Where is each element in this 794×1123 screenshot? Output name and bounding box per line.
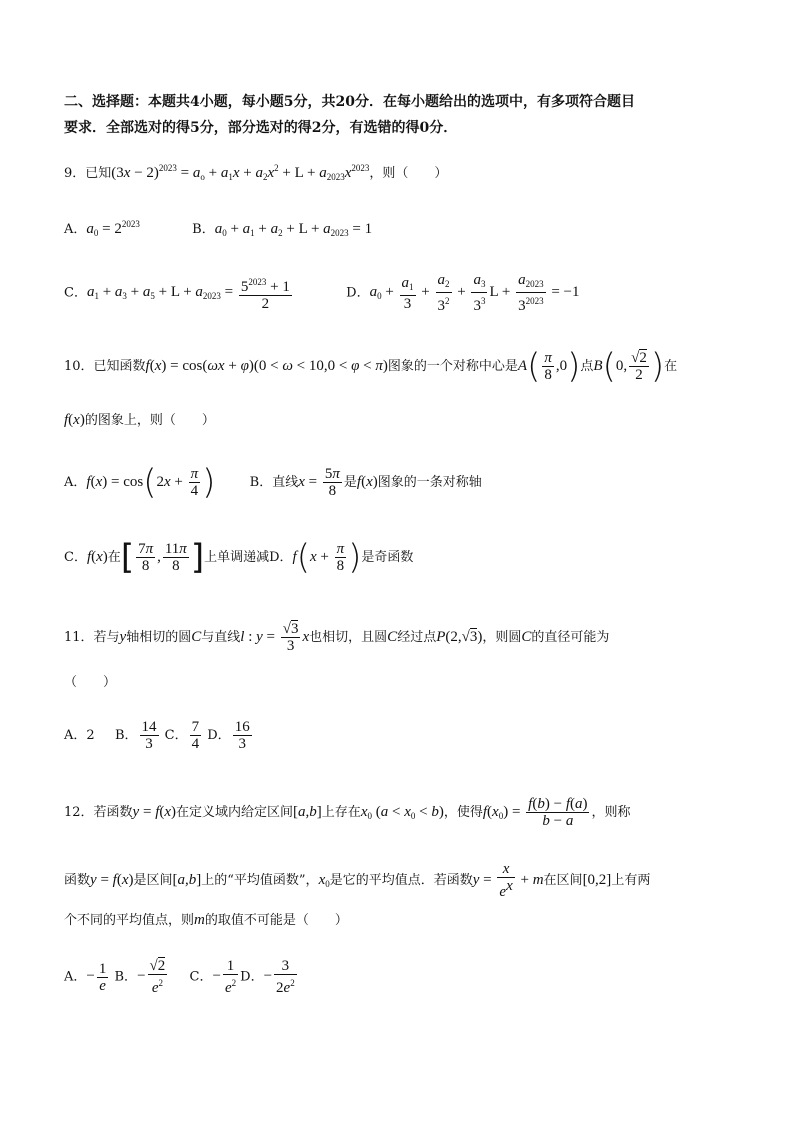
q12-options: A．− $\frac{1}{e}$ B．− $\frac{√2}{e^2}$ C．− $\frac{1}{e^2}$ D．− $\frac{3}{2e^2}$ xyxy=(64,958,295,996)
question-10: 10．已知函数f(x) = cos(ωx + φ)(0 < ω < 10,0 < φ < π)图象的一个对称中心是A( $\frac{\pi}{8}$ ,0)点B(0, $\frac{√2}{2}$ )在 xyxy=(64,346,678,387)
q10-text-1: 图象的一个对称中心是 xyxy=(387,358,518,374)
q12-text-10: 上有两 xyxy=(611,872,651,888)
section-heading-line1: 二、选择题：本题共4小题，每小题5分，共20分．在每小题给出的选项中，有多项符合题目 xyxy=(64,94,635,110)
q12-text-3: ，使得 xyxy=(443,804,483,820)
q12-option-d-label: D． xyxy=(240,969,264,985)
q11-text-6: 的直径可能为 xyxy=(531,629,610,645)
q12-option-a-label: A． xyxy=(64,969,87,985)
q10-options-cd: C．f(x)在[ $\frac{7\pi}{8}$ , $\frac{11\pi}{8}$ ]上单调递减D．f(x + $\frac{\pi}{8}$ )是奇函数 xyxy=(64,537,414,578)
q11-line-2: （ ） xyxy=(64,675,117,690)
q9-option-c-label: C． xyxy=(64,285,87,301)
q12-text-9: 在区间 xyxy=(543,872,583,888)
q12-text-1: 在定义域内给定区间 xyxy=(176,804,294,820)
q12-text-5: 函数 xyxy=(64,872,91,888)
q9-option-d-label: D． xyxy=(346,285,370,301)
q11-options: A．2 B． $\frac{14}{3}$ C． $\frac{7}{4}$ D． $\frac{16}{3}$ xyxy=(64,719,250,752)
q11-text-1: 轴相切的圆 xyxy=(126,629,192,645)
q10-options-ab: A．f(x) = cos(2x + $\frac{\pi}{4}$ ) B．直线x = $\frac{5\pi}{8}$ 是f(x)图象的一条对称轴 xyxy=(64,462,482,503)
q12-text-11: 个不同的平均值点，则 xyxy=(64,913,195,928)
q11-option-a: A．2 xyxy=(64,727,95,743)
q12-line-2: 函数y = f(x)是区间[a,b]上的“平均值函数”，$x_0$是它的平均值点．若函数y = $\frac{x}{e^x}$ + m在区间[0,2]上有两 xyxy=(64,861,651,900)
q11-option-d-label: D． xyxy=(207,727,231,743)
q9-options-cd: C．$a_1 + a_3 + a_5 + L + a_{2023}$ = $\frac{5^{2023} + 1}{2}$ D．$a_0$ + $\frac{a_1}{3}$ + $\frac{a_2}{3^2}$ + $\frac{a_3}{3^3}$ L + $\frac{a_{2023}}{3^{2023}}$ = −1 xyxy=(64,272,580,314)
q9-tail: ，则（ ） xyxy=(369,166,448,181)
q11-text-5: ，则圆 xyxy=(482,629,522,645)
question-11: 11．若与y轴相切的圆C与直线l : y = $\frac{√3}{3}$ x也相切，且圆C经过点P(2,√3)，则圆C的直径可能为 xyxy=(64,621,610,654)
q11-text-4: 经过点 xyxy=(397,629,437,645)
q10-option-c-text-2: 上单调递减D． xyxy=(204,549,293,565)
q10-option-c-label: C． xyxy=(64,549,87,565)
q12-option-b-label: B． xyxy=(114,969,138,985)
q11-text-2: 与直线 xyxy=(201,629,241,645)
q12-text-8: 是它的平均值点．若函数 xyxy=(329,872,473,888)
q10-text-4: 的图象上，则（ ） xyxy=(84,413,215,428)
q11-text-3: 也相切，且圆 xyxy=(309,629,388,645)
question-9: 9．已知$(3x - 2)^{2023} = a_o + a_1x + a_2x^2 + L + a_{2023}x^{2023}$，则（ ） xyxy=(64,163,448,182)
q12-text-12: 的取值不可能是（ ） xyxy=(204,913,348,928)
q12-text-7: 上的“平均值函数”， xyxy=(201,872,319,888)
q11-option-c-label: C． xyxy=(164,727,188,743)
section-heading-line2: 要求．全部选对的得5分，部分选对的得2分，有选错的得0分． xyxy=(64,120,458,136)
q10-number: 10．已知函数 xyxy=(64,358,146,374)
q10-text-3: 在 xyxy=(664,358,678,374)
q12-text-4: ，则称 xyxy=(591,804,631,820)
q10-option-c-text: 在 xyxy=(107,549,121,565)
q9-number: 9．已知 xyxy=(64,166,112,181)
q10-line-2: f(x)的图象上，则（ ） xyxy=(64,412,215,428)
q11-number: 11．若与 xyxy=(64,629,120,645)
q9-options-ab: A．$a_0 = 2^{2023}$ B．$a_0 + a_1 + a_2 + L + a_{2023} = 1$ xyxy=(64,219,373,238)
q10-text-2: 点 xyxy=(580,358,594,374)
q12-number: 12．若函数 xyxy=(64,804,133,820)
q12-line-3: 个不同的平均值点，则m的取值不可能是（ ） xyxy=(64,912,348,928)
q10-option-b-label: B．直线 xyxy=(249,474,299,490)
q10-option-d-text: 是奇函数 xyxy=(361,549,414,565)
q10-option-a-label: A． xyxy=(64,474,87,490)
q12-text-2: 上存在 xyxy=(321,804,361,820)
q9-option-a-label: A． xyxy=(64,222,87,237)
q11-option-b-label: B． xyxy=(114,727,138,743)
q12-text-6: 是区间 xyxy=(133,872,173,888)
q12-option-c-label: C． xyxy=(189,969,213,985)
q10-option-b-text-2: 图象的一条对称轴 xyxy=(377,474,482,490)
q9-option-b-label: B． xyxy=(192,222,215,237)
q10-option-b-text: 是 xyxy=(343,474,357,490)
question-12: 12．若函数y = f(x)在定义域内给定区间[a,b]上存在$x_0$ $(a < x_0 < b)$，使得$f(x_0)$ = $\frac{f(b) - f(a)}{b - a}$ ，则称 xyxy=(64,796,631,829)
